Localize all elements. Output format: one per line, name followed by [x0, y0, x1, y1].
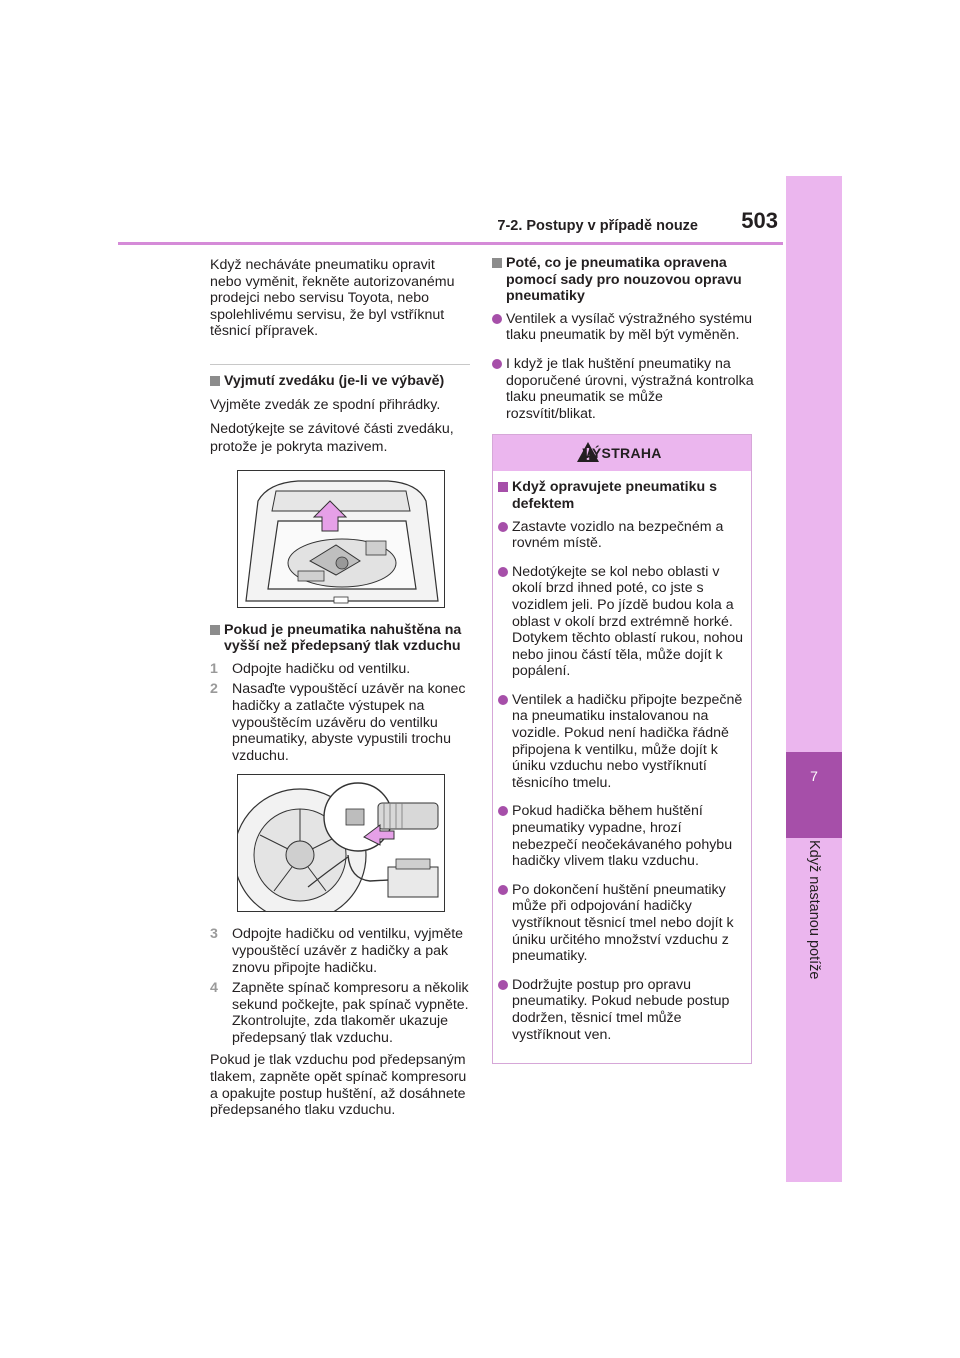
chapter-tab-active [786, 752, 842, 838]
list-item: Zastavte vozidlo na bezpečném a rovném místě. [498, 519, 747, 552]
after-repair-heading-text: Poté, co je pneumatika opravena pomocí sady pro nouzovou opravu pneumatiky [506, 255, 742, 305]
bullet-dot-icon [498, 885, 508, 895]
jack-paragraph-2: Nedotýkejte se závitové části zvedáku, protože je pokryta mazivem. [210, 420, 454, 455]
list-item: Dodržujte postup pro opravu pneumatiky. Pokud nebude postup dodržen, těsnicí tmel může vystříknout ven. [498, 977, 747, 1043]
chapter-number: 7 [810, 768, 818, 784]
header-rule [118, 242, 783, 245]
right-column [492, 255, 754, 1064]
chapter-title: Když nastanou potíže [806, 840, 822, 980]
overinflated-heading [210, 622, 470, 655]
bullet-dot-icon [498, 980, 508, 990]
jack-paragraph-1: Vyjměte zvedák ze spodní přihrádky. [210, 396, 441, 413]
section-title: 7-2. Postupy v případě nouze [497, 218, 698, 234]
bullet-dot-icon [498, 806, 508, 816]
overinflated-heading-text: Pokud je pneumatika nahuštěna na vyšší než předepsaný tlak vzduchu [224, 621, 462, 655]
bullet-dot-icon [498, 695, 508, 705]
left-column [210, 255, 470, 1119]
intro-paragraph: Když necháváte pneumatiku opravit nebo vyměnit, řekněte autorizovanému prodejci nebo servisu Toyota, nebo spolehlivému servisu, že byl vstříknut těsnicí přípravek. [210, 257, 455, 340]
trunk-illustration-svg [238, 471, 444, 607]
list-item: Ventilek a hadičku připojte bezpečně na pneumatiku instalovanou na vozidle. Pokud není hadička řádně připojena k ventilku, může dojít k úniku vzduchu nebo vystříknutí těsnicího tmelu. [498, 692, 747, 792]
closing-paragraph: Pokud je tlak vzduchu pod předepsaným tlakem, zapněte opět spínač kompresoru a opakujte postup huštění, až dosáhnete předepsaného tlaku vzduchu. [210, 1052, 467, 1119]
bullet-dot-icon [492, 359, 502, 369]
step-item: 4 Zapněte spínač kompresoru a několik sekund počkejte, pak spínač vypněte. Zkontrolujte, zda tlakoměr ukazuje předepsaný tlak vzduchu. [210, 980, 469, 1046]
step-item: 1 Odpojte hadičku od ventilku. [210, 660, 411, 677]
warning-title: VÝSTRAHA [582, 445, 662, 462]
warning-header [493, 435, 751, 471]
warning-box [492, 434, 752, 1064]
divider [210, 364, 470, 365]
valve-illustration-svg [238, 775, 444, 911]
step-item: 3 Odpojte hadičku od ventilku, vyjměte vypouštěcí uzávěr z hadičky a pak znovu připojte hadičku. [210, 926, 464, 976]
bullet-dot-icon [498, 567, 508, 577]
section-square-icon [498, 482, 508, 492]
bullet-dot-icon [492, 314, 502, 324]
chapter-tab-strip [786, 176, 842, 1182]
after-repair-heading [492, 255, 754, 305]
section-square-icon [210, 376, 220, 386]
bullet-dot-icon [498, 522, 508, 532]
list-item: Nedotýkejte se kol nebo oblasti v okolí brzd ihned poté, co jste s vozidlem jeli. Po jízdě budou kola a oblast v okolí brzd extrémně horké. Dotykem těchto oblastí rukou, nohou nebo jinou částí těla, může dojít k popálení. [498, 564, 747, 680]
warning-body [493, 471, 751, 1043]
warning-heading-text: Když opravujete pneumatiku s defektem [512, 479, 717, 512]
list-item: I když je tlak huštění pneumatiky na doporučené úrovni, výstražná kontrolka tlaku pneumatik se může rozsvítit/blikat. [492, 356, 754, 422]
list-item: Ventilek a vysílač výstražného systému tlaku pneumatik by měl být vyměněn. [492, 311, 754, 344]
section-square-icon [210, 625, 220, 635]
jack-heading [210, 373, 470, 390]
warning-heading [498, 479, 747, 512]
section-square-icon [492, 258, 502, 268]
page-number: 503 [741, 208, 778, 233]
valve-hose-illustration [237, 774, 445, 912]
jack-heading-text: Vyjmutí zvedáku (je-li ve výbavě) [224, 372, 445, 389]
trunk-jack-illustration [237, 470, 445, 608]
list-item: Po dokončení huštění pneumatiky může při odpojování hadičky vystříknout těsnicí tmel nebo dojít k úniku určitého množství vzduchu z pneumatiky. [498, 882, 747, 965]
step-item: 2 Nasaďte vypouštěcí uzávěr na konec hadičky a zatlačte výstupek na vypouštěcím uzávěru do ventilku pneumatiky, abyste vypustili trochu vzduchu. [210, 681, 466, 764]
list-item: Pokud hadička během huštění pneumatiky vypadne, hrozí nebezpečí neočekávaného pohybu hadičky vlivem tlaku vzduchu. [498, 803, 747, 869]
